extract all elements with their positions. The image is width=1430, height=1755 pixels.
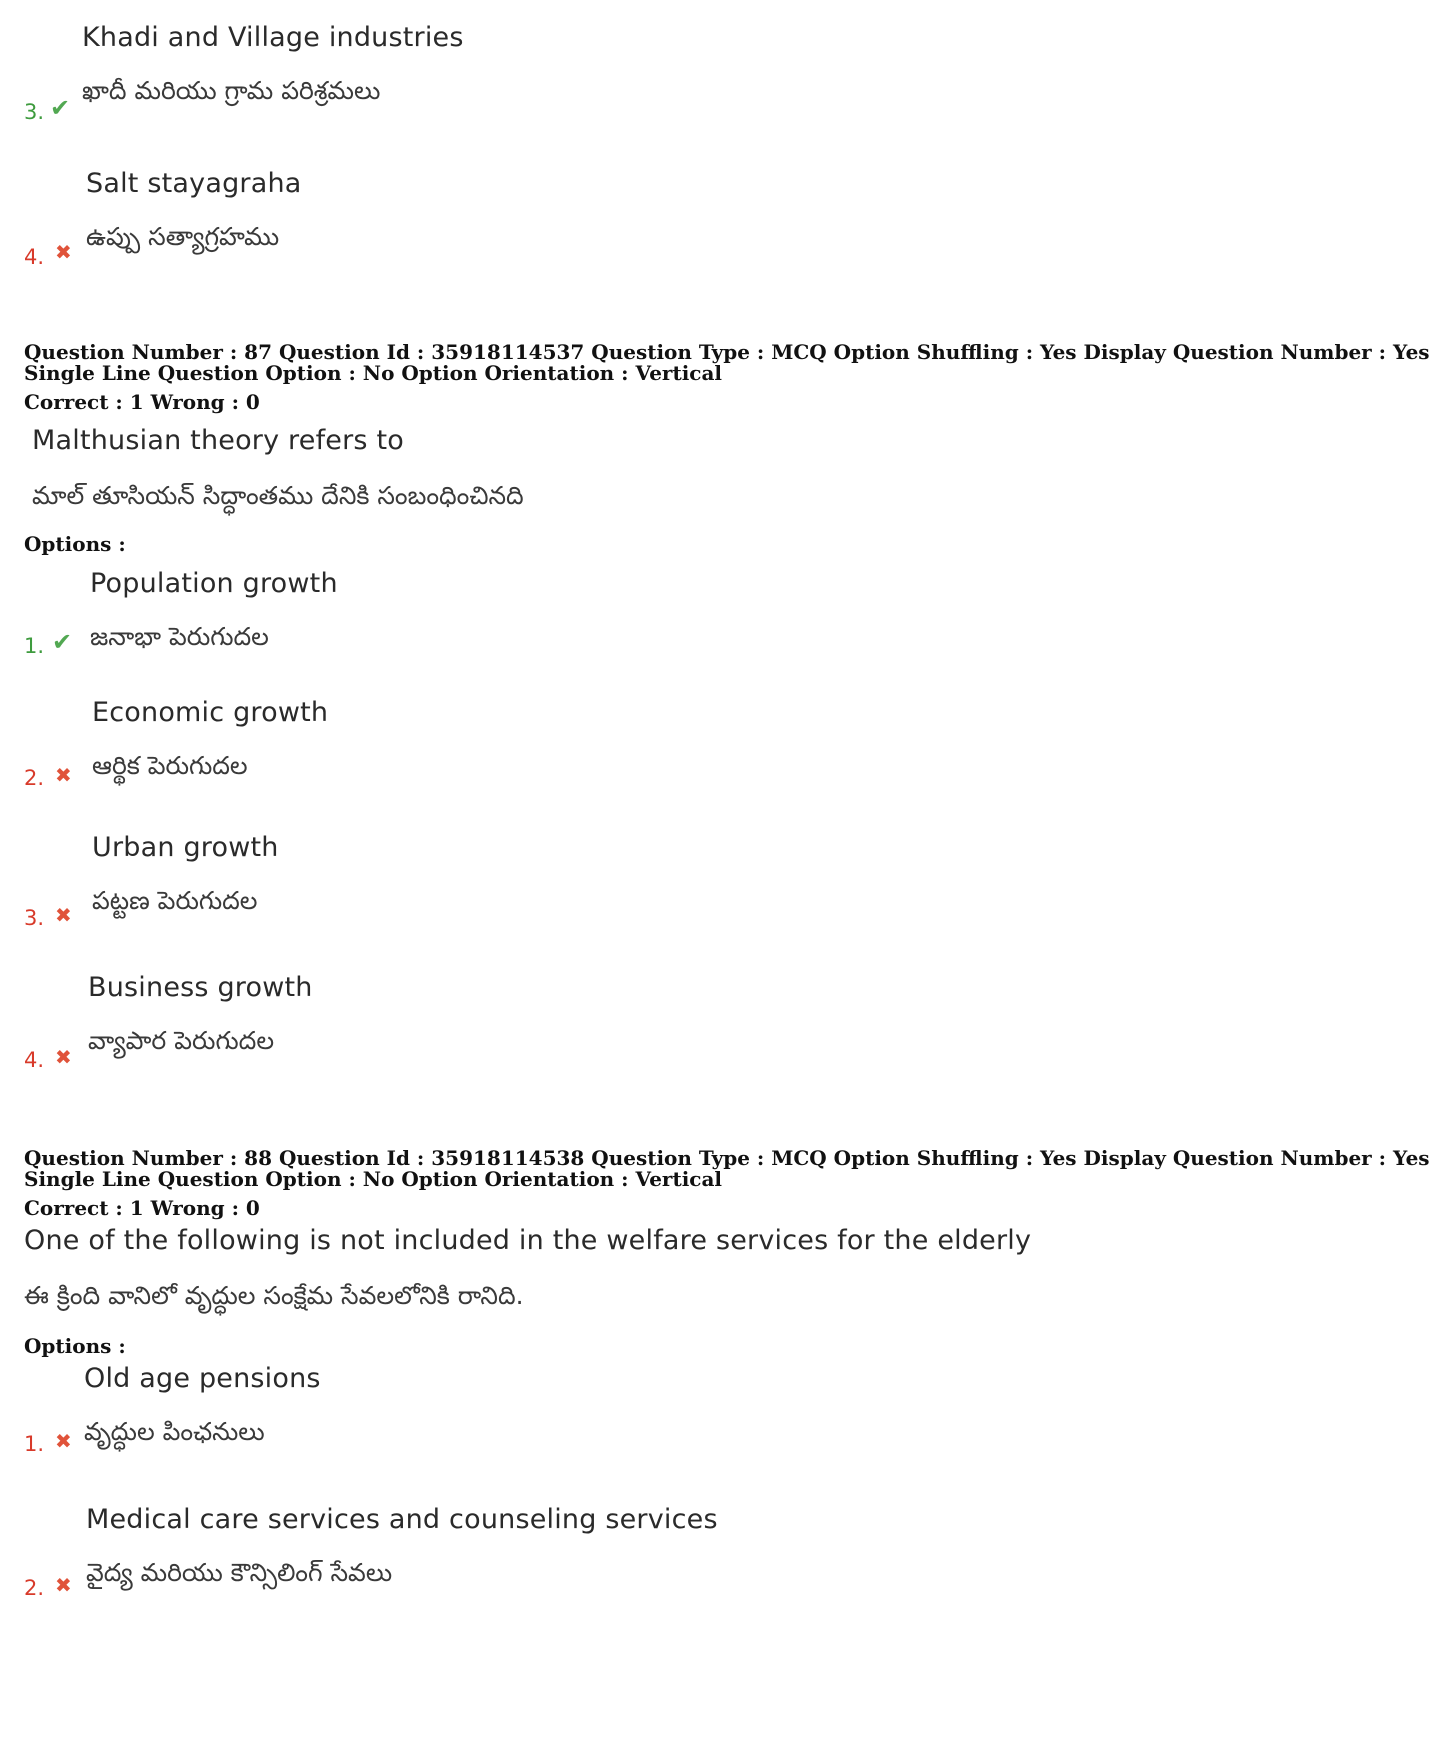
option-telugu: పట్టణ పెరుగుదల bbox=[92, 886, 258, 915]
question-meta-line1: Question Number : 88 Question Id : 35918114538 Question Type : MCQ Option Shuffling : Yes Display Question Number : Yes bbox=[24, 1146, 1430, 1170]
option-number: 3. bbox=[24, 906, 45, 930]
option-english: Economic growth bbox=[92, 697, 329, 728]
question-marks: Correct : 1 Wrong : 0 bbox=[24, 1196, 260, 1220]
option-number: 2. bbox=[24, 766, 45, 790]
question-text-telugu: మాల్ తూసియన్ సిద్ధాంతము దేనికి సంబంధించినది bbox=[32, 481, 524, 510]
option-number: 2. bbox=[24, 1576, 45, 1600]
option-telugu: వృద్ధుల పింఛనులు bbox=[84, 1417, 265, 1446]
check-icon: ✔ bbox=[52, 628, 73, 656]
option-english: Salt stayagraha bbox=[86, 168, 302, 199]
option-number: 1. bbox=[24, 634, 45, 658]
option-english: Business growth bbox=[88, 972, 313, 1003]
question-text-telugu: ఈ క్రింది వానిలో వృద్ధుల సంక్షేమ సేవలలోనికి రానిది. bbox=[24, 1281, 524, 1310]
option-number: 4. bbox=[24, 1048, 45, 1072]
check-icon: ✔ bbox=[50, 94, 71, 122]
option-number: 3. bbox=[24, 100, 45, 124]
option-english: Khadi and Village industries bbox=[82, 22, 464, 53]
option-telugu: ఉప్పు సత్యాగ్రహము bbox=[86, 222, 280, 251]
option-telugu: వ్యాపార పెరుగుదల bbox=[88, 1026, 275, 1055]
question-meta-line2: Single Line Question Option : No Option Orientation : Vertical bbox=[24, 361, 723, 385]
option-english: Medical care services and counseling services bbox=[86, 1504, 718, 1535]
question-text-english: Malthusian theory refers to bbox=[32, 425, 404, 456]
options-label: Options : bbox=[24, 532, 126, 556]
option-number: 1. bbox=[24, 1432, 45, 1456]
cross-icon: ✖ bbox=[55, 903, 72, 927]
option-english: Old age pensions bbox=[84, 1363, 321, 1394]
cross-icon: ✖ bbox=[55, 240, 72, 264]
question-meta-line1: Question Number : 87 Question Id : 35918114537 Question Type : MCQ Option Shuffling : Yes Display Question Number : Yes bbox=[24, 340, 1430, 364]
question-text-english: One of the following is not included in the welfare services for the elderly bbox=[24, 1225, 1032, 1256]
cross-icon: ✖ bbox=[55, 1045, 72, 1069]
options-label: Options : bbox=[24, 1334, 126, 1358]
cross-icon: ✖ bbox=[55, 1573, 72, 1597]
cross-icon: ✖ bbox=[55, 1429, 72, 1453]
option-telugu: ఖాదీ మరియు గ్రామ పరిశ్రమలు bbox=[82, 76, 381, 105]
question-meta-line2: Single Line Question Option : No Option Orientation : Vertical bbox=[24, 1167, 723, 1191]
option-english: Urban growth bbox=[92, 832, 279, 863]
option-telugu: జనాభా పెరుగుదల bbox=[90, 622, 269, 651]
option-english: Population growth bbox=[90, 568, 338, 599]
cross-icon: ✖ bbox=[55, 763, 72, 787]
option-telugu: వైద్య మరియు కౌన్సిలింగ్ సేవలు bbox=[86, 1558, 393, 1587]
option-telugu: ఆర్థిక పెరుగుదల bbox=[92, 751, 248, 780]
question-marks: Correct : 1 Wrong : 0 bbox=[24, 390, 260, 414]
option-number: 4. bbox=[24, 245, 45, 269]
